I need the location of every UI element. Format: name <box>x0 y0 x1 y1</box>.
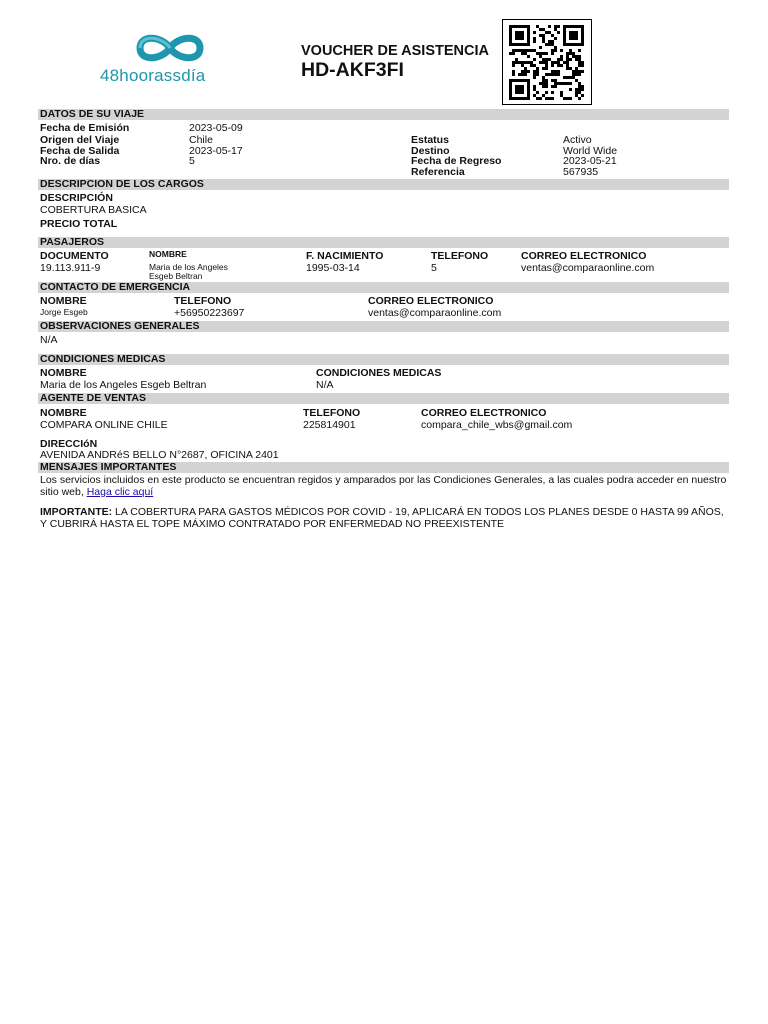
pasajeros-header-telefono: TELEFONO <box>431 250 489 262</box>
medicas-header-condicion: CONDICIONES MEDICAS <box>316 367 442 379</box>
pasajeros-header-documento: DOCUMENTO <box>40 250 109 262</box>
descripcion-label: DESCRIPCIÓN <box>40 192 113 204</box>
agente-header-telefono: TELEFONO <box>303 407 361 419</box>
pasajeros-header-correo: CORREO ELECTRONICO <box>521 250 647 262</box>
regreso-value: 2023-05-21 <box>563 155 617 167</box>
estatus-value: Activo <box>563 134 592 146</box>
section-cargos: DESCRIPCION DE LOS CARGOS <box>38 179 729 190</box>
qr-code-icon <box>502 19 592 105</box>
emergencia-header-nombre: NOMBRE <box>40 295 87 307</box>
precio-total-label: PRECIO TOTAL <box>40 218 118 230</box>
agente-correo: compara_chile_wbs@gmail.com <box>421 419 573 431</box>
emergencia-header-telefono: TELEFONO <box>174 295 232 307</box>
dias-value: 5 <box>189 155 195 167</box>
pasajero-nombre-1: Maria de los Angeles <box>149 262 228 272</box>
infinity-logo-icon <box>100 30 240 66</box>
emergencia-telefono: +56950223697 <box>174 307 245 319</box>
section-emergencia: CONTACTO DE EMERGENCIA <box>38 282 729 293</box>
medicas-nombre: Maria de los Angeles Esgeb Beltran <box>40 379 207 391</box>
pasajero-documento: 19.113.911-9 <box>40 262 101 274</box>
emergencia-header-correo: CORREO ELECTRONICO <box>368 295 494 307</box>
origen-label: Origen del Viaje <box>40 134 120 146</box>
agente-header-correo: CORREO ELECTRONICO <box>421 407 547 419</box>
destino-value: World Wide <box>563 145 618 157</box>
medicas-condicion: N/A <box>316 379 334 391</box>
mensaje-importante <box>40 507 728 530</box>
regreso-label: Fecha de Regreso <box>411 155 502 167</box>
agente-telefono: 225814901 <box>303 419 356 431</box>
pasajeros-header-nombre: NOMBRE <box>149 249 187 259</box>
fecha-emision-label: Fecha de Emisión <box>40 122 130 134</box>
emergencia-nombre: Jorge Esgeb <box>40 307 88 317</box>
voucher-label: VOUCHER DE ASISTENCIA <box>301 43 489 59</box>
direccion-label: DIRECCIóN <box>40 438 98 450</box>
pasajero-correo: ventas@comparaonline.com <box>521 262 655 274</box>
observaciones-value: N/A <box>40 334 58 346</box>
voucher-code: HD-AKF3FI <box>301 59 404 81</box>
fecha-salida-value: 2023-05-17 <box>189 145 243 157</box>
importante-label: IMPORTANTE: <box>40 506 113 518</box>
importante-texto: LA COBERTURA PARA GASTOS MÉDICOS POR COVID - 19, APLICARÁ EN TODOS LOS PLANES DESDE 0 HASTA 99 AÑOS, Y CUBRIRÁ HASTA EL TOPE MÁXIMO CONTRATADO POR ENFERMEDAD NO PREEXISTENTE <box>40 506 724 530</box>
section-pasajeros: PASAJEROS <box>38 237 729 248</box>
fecha-salida-label: Fecha de Salida <box>40 145 120 157</box>
pasajero-nacimiento: 1995-03-14 <box>306 262 360 274</box>
direccion-value: AVENIDA ANDRéS BELLO N°2687, OFICINA 2401 <box>40 449 279 461</box>
descripcion-value: COBERTURA BASICA <box>40 204 147 216</box>
dias-label: Nro. de días <box>40 155 101 167</box>
section-mensajes: MENSAJES IMPORTANTES <box>38 462 729 473</box>
mensaje-condiciones <box>40 475 728 498</box>
company-logo <box>100 30 240 86</box>
medicas-header-nombre: NOMBRE <box>40 367 87 379</box>
section-condiciones-medicas: CONDICIONES MEDICAS <box>38 354 729 365</box>
origen-value: Chile <box>189 134 213 146</box>
mensaje-texto: Los servicios incluidos en este producto se encuentran regidos y amparados por las Condiciones Generales, a las cuales podra acceder en nuestro sitio web, <box>40 474 727 498</box>
destino-label: Destino <box>411 145 450 157</box>
pasajero-nombre-2: Esgeb Beltran <box>149 271 203 281</box>
referencia-label: Referencia <box>411 166 465 178</box>
section-datos-viaje: DATOS DE SU VIAJE <box>38 109 729 120</box>
section-agente: AGENTE DE VENTAS <box>38 393 729 404</box>
emergencia-correo: ventas@comparaonline.com <box>368 307 502 319</box>
agente-header-nombre: NOMBRE <box>40 407 87 419</box>
referencia-value: 567935 <box>563 166 599 178</box>
pasajero-telefono: 5 <box>431 262 437 274</box>
agente-nombre: COMPARA ONLINE CHILE <box>40 419 168 431</box>
condiciones-link[interactable]: Haga clic aquí <box>86 485 154 498</box>
estatus-label: Estatus <box>411 134 449 146</box>
fecha-emision-value: 2023-05-09 <box>189 122 243 134</box>
pasajeros-header-nacimiento: F. NACIMIENTO <box>306 250 384 262</box>
logo-text: 48hoorassdía <box>100 66 206 85</box>
section-observaciones: OBSERVACIONES GENERALES <box>38 321 729 332</box>
